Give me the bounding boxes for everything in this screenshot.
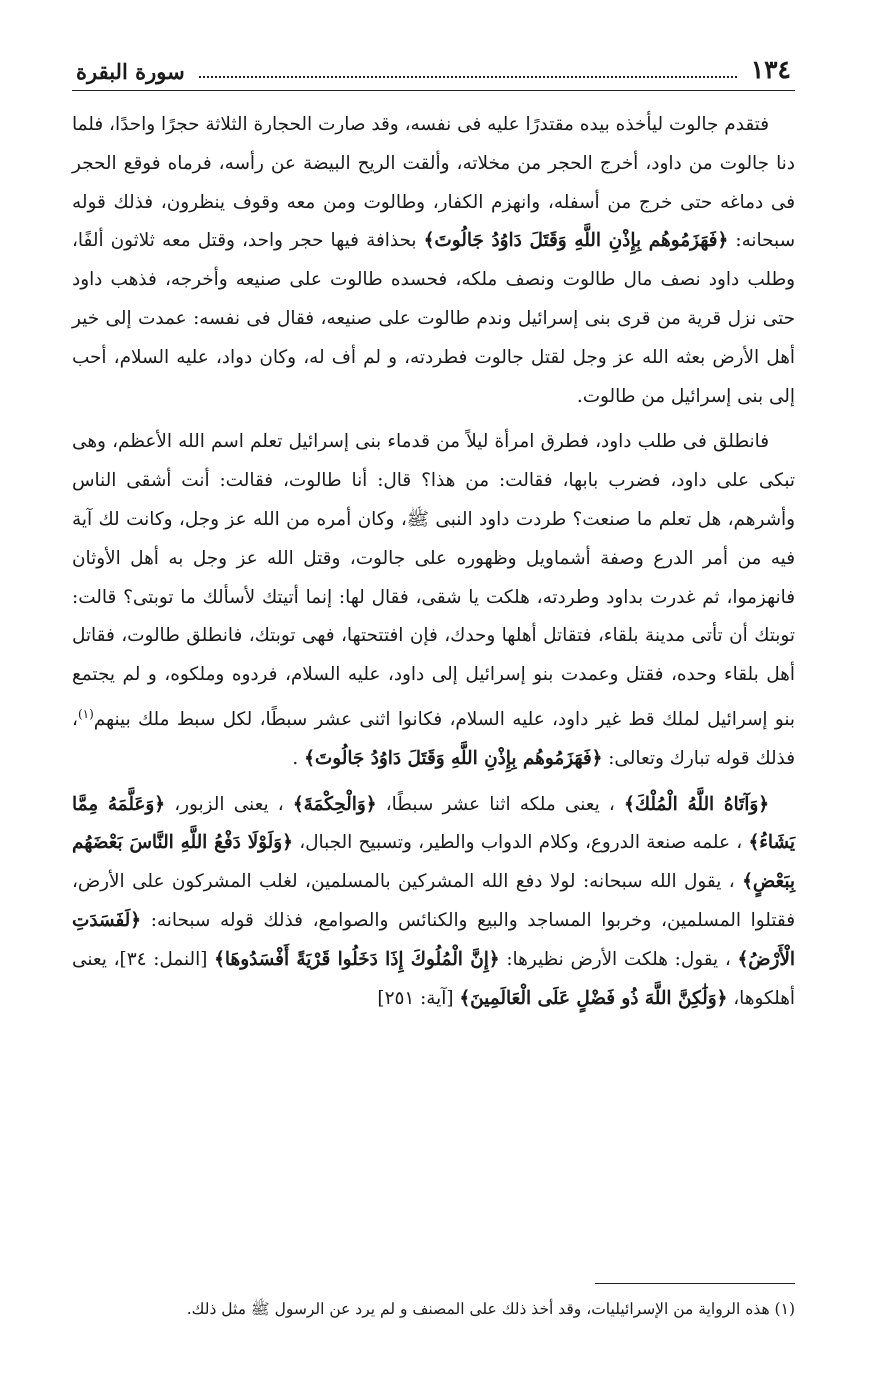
text-run: .: [292, 747, 305, 769]
text-run: [النمل: ٣٤]، يعنى أهلكوها،: [72, 948, 795, 1009]
paragraph-1: [72, 106, 795, 416]
text-run: فانطلق فى طلب داود، فطرق امرأة ليلاً من قدماء بنى إسرائيل تعلم اسم الله الأعظم، وهى تبكى على داود، فضرب بابها، فقالت: من هذا؟ قال: أنا طالوت، فقالت: أنت أشقى الناس وأشرهم، هل تعلم ما صنعت؟ طردت داود النبى ﷺ، وكان أمره من الله عز وجل، وكانت لك آية فيه من أمر الدرع وصفة أشماويل وظهوره على جالوت، وقتل الله عز وجل به أهل الأوثان فانهزموا، ثم غدرت بداود وطردته، هلكت يا شقى، فقال لها: إنما أتيتك لأسألك ما توبتى؟ قالت: توبتك أن تأتى مدينة بلقاء، فتقاتل أهلها وحدك، فإن افتتحتها، فهى توبتك، فانطلق طالوت، فقاتل أهل بلقاء وحده، فقتل وعمدت بنو إسرائيل إلى داود، عليه السلام، فردوه وملكوه، و لم يجتمع بنو إسرائيل لملك قط غير داود، عليه السلام، فكانوا اثنى عشر سبطًا، لكل سبط ملك بينهم: [72, 431, 795, 731]
running-head: [72, 44, 795, 91]
quran-verse: ﴿وَعَلَّمَهُ مِمَّا يَشَاءُ﴾: [72, 793, 795, 854]
text-run: ، يقول: هلكت الأرض نظيرها:: [499, 948, 738, 970]
page-number: ١٣٤: [750, 55, 791, 84]
footnote: (١) هذه الرواية من الإسرائيليات، وقد أخذ ذلك على المصنف و لم يرد عن الرسول ﷺ مثل ذلك.: [186, 1300, 795, 1318]
quran-verse: ﴿وَالْحِكْمَةَ﴾: [292, 793, 377, 815]
quran-verse: ﴿وَلَٰكِنَّ اللَّهَ ذُو فَضْلٍ عَلَى الْعَالَمِينَ﴾: [459, 987, 728, 1009]
quran-verse: ﴿وَلَوْلَا دَفْعُ اللَّهِ النَّاسَ بَعْضَهُم بِبَعْضٍ﴾: [72, 832, 795, 893]
quran-verse: ﴿إِنَّ الْمُلُوكَ إِذَا دَخَلُوا قَرْيَةً أَفْسَدُوهَا﴾: [214, 948, 500, 970]
text-run: ، يقول الله سبحانه: لولا دفع الله المشركين بالمسلمين، لغلب المشركون على الأرض، فقتلوا المسلمين، وخربوا المساجد والبيع والكنائس والصوامع، فذلك قوله سبحانه:: [72, 871, 795, 932]
quran-verse: ﴿فَهَزَمُوهُم بِإِذْنِ اللَّهِ وَقَتَلَ دَاوُدُ جَالُوتَ﴾: [304, 747, 603, 769]
footnote-marker: (١): [77, 706, 94, 721]
quran-verse: ﴿وَآتَاهُ اللَّهُ الْمُلْكَ﴾: [624, 793, 770, 815]
quran-verse: ﴿لَفَسَدَتِ الْأَرْضُ﴾: [72, 910, 796, 970]
text-run: ، يعنى ملكه اثنا عشر سبطًا،: [376, 793, 625, 815]
quran-verse: ﴿فَهَزَمُوهُم بِإِذْنِ اللَّهِ وَقَتَلَ دَاوُدُ جَالُوتَ﴾: [423, 230, 729, 252]
footnote-separator: [595, 1283, 795, 1284]
text-run: [آية: ٢٥١]: [377, 987, 460, 1009]
text-run: بحذافة فيها حجر واحد، وقتل معه ثلاثون ألفًا، وطلب داود نصف مال طالوت ونصف ملكه، فحسده طالوت على صنيعه وأخرجه، فذهب داود حتى نزل قرية من قرى بنى إسرائيل وندم طالوت على صنيعه، فقال فى نفسه: عمدت إلى خير أهل الأرض بعثه الله عز وجل لقتل جالوت فطردته، و لم أف له، وكان دواد، عليه السلام، أحب إلى بنى إسرائيل من طالوت.: [72, 230, 795, 407]
header-dotted-leader: [199, 76, 737, 78]
surah-title: سورة البقرة: [76, 59, 185, 84]
text-run: ، علمه صنعة الدروع، وكلام الدواب والطير، وتسبيح الجبال،: [292, 832, 749, 854]
paragraph-3: [72, 786, 795, 1019]
text-run: ، فذلك قوله تبارك وتعالى:: [72, 709, 795, 769]
text-run: فتقدم جالوت ليأخذه بيده مقتدرًا عليه فى نفسه، وقد صارت الحجارة الثلاثة حجرًا واحدًا، فلما دنا جالوت من داود، أخرج الحجر من مخلاته، وألقت الريح البيضة عن رأسه، فرماه فوقع الحجر فى دماغه حتى خرج من أسفله، وانهزم الكفار، وطالوت ومن معه وقوف ينظرون، فذلك قوله سبحانه:: [72, 114, 795, 252]
text-run: ، يعنى الزبور،: [165, 793, 293, 815]
paragraph-2: [72, 423, 795, 778]
page-body: [72, 106, 795, 1018]
